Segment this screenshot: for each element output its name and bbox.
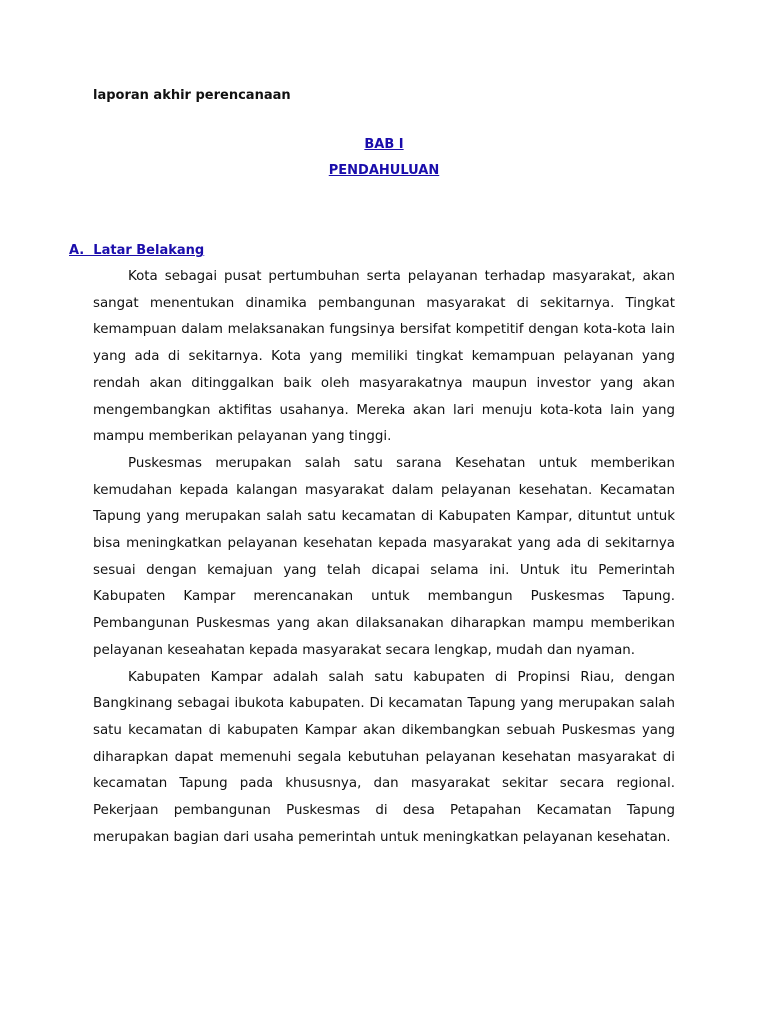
paragraph-1: Kota sebagai pusat pertumbuhan serta pelayanan terhadap masyarakat, akan sangat menentukan dinamika pembangunan masyarakat di sekitarnya. Tingkat kemampuan dalam melaksanakan fungsinya bersifat kompetitif dengan kota-kota lain yang ada di sekitarnya. Kota yang memiliki tingkat kemampuan pelayanan yang rendah akan ditinggalkan baik oleh masyarakatnya maupun investor yang akan mengembangkan aktifitas usahanya. Mereka akan lari menuju kota-kota lain yang mampu memberikan pelayanan yang tinggi. bbox=[93, 269, 675, 445]
chapter-number-link[interactable]: BAB I bbox=[364, 137, 404, 152]
document-header: laporan akhir perencanaan bbox=[93, 88, 291, 103]
paragraph-3: Kabupaten Kampar adalah salah satu kabupaten di Propinsi Riau, dengan Bangkinang sebagai ibukota kabupaten. Di kecamatan Tapung yang merupakan salah satu kecamatan di kabupaten Kampar akan dikembangkan sebuah Puskesmas yang diharapkan dapat memenuhi segala kebutuhan pelayanan kesehatan masyarakat di kecamatan Tapung pada khususnya, dan masyarakat sekitar secara regional. Pekerjaan pembangunan Puskesmas di desa Petapahan Kecamatan Tapung merupakan bagian dari usaha pemerintah untuk meningkatkan pelayanan kesehatan. bbox=[93, 669, 675, 845]
paragraph-2: Puskesmas merupakan salah satu sarana Kesehatan untuk memberikan kemudahan kepada kalangan masyarakat dalam pelayanan kesehatan. Kecamatan Tapung yang merupakan salah satu kecamatan di Kabupaten Kampar, dituntut untuk bisa meningkatkan pelayanan kesehatan kepada masyarakat yang ada di sekitarnya sesuai dengan kemajuan yang telah dicapai selama ini. Untuk itu Pemerintah Kabupaten Kampar merencanakan untuk membangun Puskesmas Tapung. Pembangunan Puskesmas yang akan dilaksanakan diharapkan mampu memberikan pelayanan keseahatan kepada masyarakat secara lengkap, mudah dan nyaman. bbox=[93, 455, 675, 658]
chapter-title-link[interactable]: PENDAHULUAN bbox=[328, 163, 440, 178]
body-text bbox=[93, 264, 675, 851]
section-heading-link[interactable]: A. Latar Belakang bbox=[69, 243, 205, 258]
